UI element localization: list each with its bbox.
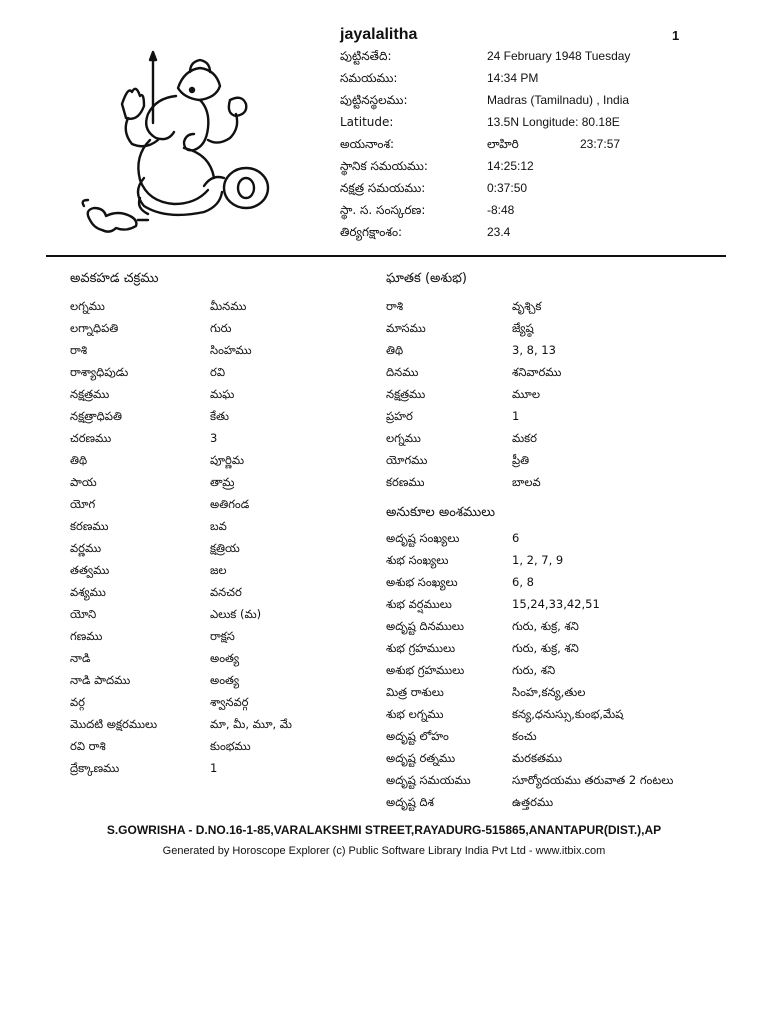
- avakahada-value: జల: [210, 563, 227, 577]
- birth-detail-value: 23.4: [487, 225, 511, 239]
- anukoola-label: అదృష్ట రత్నము: [386, 751, 456, 765]
- anukoola-value: మరకతము: [512, 751, 563, 765]
- anukoola-value: సూర్యోదయము తరువాత 2 గంటలు: [512, 773, 674, 787]
- birth-detail-row: [340, 203, 680, 225]
- birth-detail-value: 13.5N Longitude: 80.18E: [487, 115, 620, 129]
- birth-detail-label: అయనాంశ:: [340, 137, 395, 151]
- avakahada-label: రాశి: [70, 343, 88, 357]
- ghataka-label: రాశి: [386, 299, 404, 313]
- avakahada-value: గురు: [210, 321, 232, 335]
- anukoola-label: అదృష్ట దిశ: [386, 795, 434, 809]
- avakahada-label: నక్షత్రాధిపతి: [70, 409, 122, 423]
- avakahada-label: వర్ణము: [70, 541, 102, 555]
- avakahada-label: గణము: [70, 629, 103, 643]
- avakahada-label: పాయ: [70, 475, 97, 489]
- avakahada-label: తిథి: [70, 453, 88, 467]
- anukoola-label: అశుభ గ్రహములు: [386, 663, 465, 677]
- birth-detail-row: [340, 71, 680, 93]
- birth-detail-label: Latitude:: [340, 115, 394, 129]
- birth-detail-row: [340, 159, 680, 181]
- avakahada-label: రాశ్యాధిపుడు: [70, 365, 129, 379]
- ghataka-value: బాలవ: [512, 475, 541, 489]
- anukoola-label: అదృష్ట దినములు: [386, 619, 464, 633]
- birth-detail-label: పుట్టినస్థలము:: [340, 93, 408, 107]
- avakahada-value: వనచర: [210, 585, 242, 599]
- birth-detail-label: పుట్టినతేది:: [340, 49, 392, 63]
- birth-detail-label: నక్షత్ర సమయము:: [340, 181, 426, 195]
- birth-detail-value: Madras (Tamilnadu) , India: [487, 93, 630, 107]
- avakahada-value: కేతు: [210, 409, 229, 423]
- ghataka-label: లగ్నము: [386, 431, 421, 445]
- avakahada-title: అవకహడ చక్రము: [70, 271, 159, 286]
- birth-detail-row: [340, 181, 680, 203]
- avakahada-value: అంత్య: [210, 651, 240, 665]
- avakahada-label: యోగ: [70, 497, 96, 511]
- avakahada-label: మొదటి అక్షరములు: [70, 717, 158, 731]
- anukoola-value: గురు, శుక్ర, శని: [512, 641, 579, 655]
- ghataka-label: దినము: [386, 365, 419, 379]
- ghataka-title: ఘాతక (అశుభ): [386, 271, 467, 286]
- birth-detail-label: స్థా. స. సంస్కరణ:: [340, 203, 426, 217]
- avakahada-value: సింహము: [210, 343, 252, 357]
- avakahada-label: కరణము: [70, 519, 109, 533]
- avakahada-label: లగ్నము: [70, 299, 105, 313]
- avakahada-value: తామ్ర: [210, 475, 235, 489]
- anukoola-title: అనుకూల అంశములు: [386, 505, 495, 520]
- anukoola-value: గురు, శని: [512, 663, 556, 677]
- avakahada-value: 3: [210, 431, 218, 445]
- avakahada-label: ద్రేక్కాణము: [70, 761, 120, 775]
- avakahada-label: తత్వము: [70, 563, 110, 577]
- avakahada-value: బవ: [210, 519, 227, 533]
- ghataka-value: మకర: [512, 431, 537, 445]
- avakahada-value: కుంభము: [210, 739, 251, 753]
- birth-detail-value: 0:37:50: [487, 181, 528, 195]
- ghataka-value: వృశ్చిక: [512, 299, 542, 313]
- avakahada-value: 1: [210, 761, 218, 775]
- avakahada-value: అంత్య: [210, 673, 240, 687]
- birth-detail-value: 14:34 PM: [487, 71, 539, 85]
- anukoola-label: శుభ సంఖ్యలు: [386, 553, 449, 567]
- anukoola-label: శుభ వర్షములు: [386, 597, 452, 611]
- avakahada-label: వర్గ: [70, 695, 85, 709]
- birth-details: [340, 49, 680, 247]
- birth-detail-value: 24 February 1948 Tuesday: [487, 49, 631, 63]
- birth-detail-row: [340, 115, 680, 137]
- person-name: jayalalitha: [340, 26, 418, 43]
- birth-detail-label: స్థానిక సమయము:: [340, 159, 428, 173]
- footer-generator: Generated by Horoscope Explorer (c) Public Software Library India Pvt Ltd - www.itbix.com: [162, 845, 606, 857]
- anukoola-value: 1, 2, 7, 9: [512, 553, 564, 567]
- ghataka-value: 3, 8, 13: [512, 343, 556, 357]
- section-divider: [46, 255, 726, 257]
- ghataka-label: నక్షత్రము: [386, 387, 426, 401]
- birth-detail-value: -8:48: [487, 203, 515, 217]
- avakahada-value: పూర్ణిమ: [210, 453, 245, 467]
- avakahada-label: నాడి పాదము: [70, 673, 131, 687]
- avakahada-label: వశ్యము: [70, 585, 106, 599]
- birth-detail-value: 14:25:12: [487, 159, 534, 173]
- avakahada-value: మీనము: [210, 299, 247, 313]
- avakahada-value: రవి: [210, 365, 225, 379]
- ghataka-value: మూల: [512, 387, 541, 401]
- anukoola-value: ఉత్తరము: [512, 795, 554, 809]
- avakahada-value: మఘ: [210, 387, 235, 401]
- birth-detail-row: [340, 137, 680, 159]
- ghataka-value: జ్యేష్ఠ: [512, 321, 534, 335]
- avakahada-label: యోని: [70, 607, 97, 621]
- avakahada-value: మా, మీ, మూ, మే: [210, 717, 292, 731]
- avakahada-label: రవి రాశి: [70, 739, 106, 753]
- avakahada-value: అతిగండ: [210, 497, 250, 511]
- anukoola-value: 6, 8: [512, 575, 534, 589]
- avakahada-label: లగ్నాధిపతి: [70, 321, 119, 335]
- anukoola-label: అదృష్ట సంఖ్యలు: [386, 531, 460, 545]
- anukoola-label: అదృష్ట సమయము: [386, 773, 471, 787]
- avakahada-value: శ్వానవర్గ: [210, 695, 249, 709]
- anukoola-value: కంచు: [512, 729, 537, 743]
- ghataka-label: తిథి: [386, 343, 404, 357]
- avakahada-label: నాడి: [70, 651, 91, 665]
- anukoola-label: అదృష్ట లోహం: [386, 729, 449, 743]
- footer-address: S.GOWRISHA - D.NO.16-1-85,VARALAKSHMI STREET,RAYADURG-515865,ANANTAPUR(DIST.),AP: [106, 823, 662, 837]
- birth-detail-value-2: 23:7:57: [580, 137, 621, 151]
- ghataka-label: కరణము: [386, 475, 425, 489]
- anukoola-label: అశుభ సంఖ్యలు: [386, 575, 458, 589]
- ghataka-value: 1: [512, 409, 520, 423]
- ghataka-value: ప్రీతి: [512, 453, 530, 467]
- avakahada-label: నక్షత్రము: [70, 387, 110, 401]
- ghataka-label: ప్రహర: [386, 409, 413, 423]
- birth-detail-label: తిర్యగక్షాంశం:: [340, 225, 403, 239]
- anukoola-value: గురు, శుక్ర, శని: [512, 619, 579, 633]
- ghataka-value: శనివారము: [512, 365, 562, 379]
- anukoola-label: శుభ లగ్నము: [386, 707, 444, 721]
- page-number: 1: [672, 28, 680, 43]
- anukoola-value: సింహ,కన్య,తుల: [512, 685, 586, 699]
- anukoola-label: శుభ గ్రహములు: [386, 641, 456, 655]
- ghataka-label: మాసము: [386, 321, 426, 335]
- avakahada-label: చరణము: [70, 431, 112, 445]
- avakahada-value: ఎలుక (మ): [210, 607, 262, 621]
- ghataka-label: యోగము: [386, 453, 428, 467]
- birth-detail-row: [340, 225, 680, 247]
- ganesha-icon: [80, 48, 280, 238]
- anukoola-value: 15,24,33,42,51: [512, 597, 600, 611]
- birth-detail-value: లాహిరి: [487, 137, 519, 151]
- anukoola-value: 6: [512, 531, 520, 545]
- anukoola-value: కన్య,ధనుస్సు,కుంభ,మేష: [512, 707, 624, 721]
- avakahada-value: క్షత్రియ: [210, 541, 240, 555]
- birth-detail-row: [340, 49, 680, 71]
- birth-detail-label: సమయము:: [340, 71, 398, 85]
- birth-detail-row: [340, 93, 680, 115]
- anukoola-label: మిత్ర రాశులు: [386, 685, 444, 699]
- avakahada-value: రాక్షస: [210, 629, 235, 643]
